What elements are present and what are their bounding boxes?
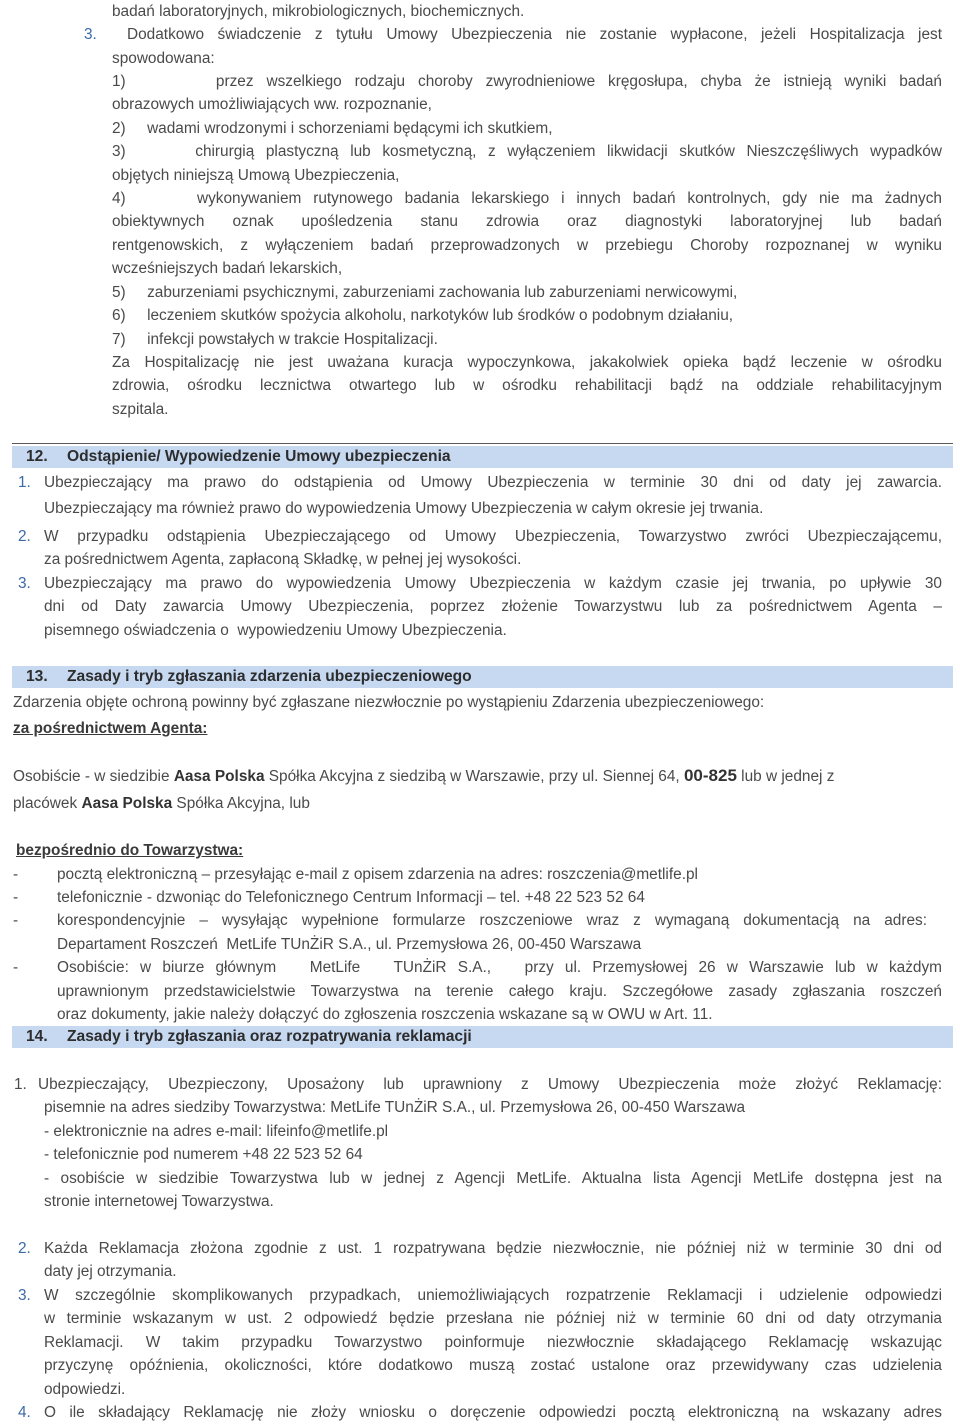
- text-line: oraz dokumenty, jakie należy dołączyć do zgłoszenia roszczenia wskazane są w OWU w Art. 11.: [57, 1006, 713, 1023]
- text-line: - osobiście w siedzibie Towarzystwa lub w jednej z Agencji MetLife. Aktualna lista Agencji MetLife dostępna jest na: [44, 1170, 942, 1187]
- postal-code: 00-825: [683, 766, 737, 785]
- text-line: Dodatkowo świadczenie z tytułu Umowy Ubezpieczenia nie zostanie wypłacone, jeżeli Hospitalizacja jest: [127, 26, 942, 43]
- text-line: Ubezpieczający, Ubezpieczony, Uposażony lub uprawniony z Umowy Ubezpieczenia może złożyć Reklamację:: [38, 1076, 942, 1093]
- list-item: 7) infekcji powstałych w trakcie Hospitalizacji.: [112, 331, 438, 348]
- bullet-dash: -: [13, 866, 19, 883]
- text-line: Zdarzenia objęte ochroną powinny być zgłaszane niezwłocznie po wystąpieniu Zdarzenia ubezpieczeniowego:: [13, 694, 765, 711]
- list-number: 3.: [84, 26, 97, 43]
- section-number: 13.: [26, 668, 48, 685]
- section-header-12: [12, 446, 953, 468]
- text-line: Ubezpieczający ma prawo do wypowiedzenia Umowy Ubezpieczenia w każdym czasie jej trwania, po upływie 30: [44, 575, 942, 592]
- list-item: telefonicznie - dzwoniąc do Telefonicznego Centrum Informacji – tel. +48 22 523 52 64: [57, 889, 645, 906]
- list-item: 5) zaburzeniami psychicznymi, zaburzeniami zachowania lub zaburzeniami nerwicowymi,: [112, 284, 738, 301]
- list-item: 6) leczeniem skutków spożycia alkoholu, narkotyków lub środków o podobnym działaniu,: [112, 307, 734, 324]
- section-header-13: [12, 666, 953, 688]
- text-line: W szczególnie skomplikowanych przypadkach, uniemożliwiających rozpatrzenie Reklamacji i udzielenie odpowiedzi: [44, 1287, 942, 1304]
- list-number: 4.: [18, 1404, 31, 1421]
- list-item: pocztą elektroniczną – przesyłając e-mail z opisem zdarzenia na adres: roszczenia@metlife.pl: [57, 866, 698, 883]
- list-item: 2) wadami wrodzonymi i schorzeniami będącymi ich skutkiem,: [112, 120, 553, 137]
- text-line: uprawnionym przedstawicielstwie Towarzystwa na terenie całego kraju. Szczegółowe zasady zgłaszania roszczeń: [57, 983, 942, 1000]
- section-header-14: [12, 1026, 953, 1048]
- text-span: Osobiście - w siedzibie: [13, 768, 174, 785]
- subheading-direct: bezpośrednio do Towarzystwa:: [16, 842, 244, 859]
- text-line: W przypadku odstąpienia Ubezpieczającego od Umowy Ubezpieczenia, Towarzystwo zwróci Ubezpieczającemu,: [44, 528, 942, 545]
- text-line: - elektronicznie na adres e-mail: lifeinfo@metlife.pl: [44, 1123, 389, 1140]
- text-line: odpowiedzi.: [44, 1381, 126, 1398]
- text-line: spowodowana:: [112, 50, 215, 67]
- section-title: Odstąpienie/ Wypowiedzenie Umowy ubezpieczenia: [67, 448, 451, 465]
- company-name: Aasa Polska: [81, 795, 173, 812]
- list-number: 3.: [18, 575, 31, 592]
- text-line: daty jej otrzymania.: [44, 1263, 177, 1280]
- list-number: 3.: [18, 1287, 31, 1304]
- text-line: za pośrednictwem Agenta, zapłaconą Składkę, w pełnej jej wysokości.: [44, 551, 522, 568]
- list-item: korespondencyjnie – wysyłając wypełnione formularze roszczeniowe wraz z wymaganą dokumentacją na adres:: [57, 912, 927, 929]
- text-line: pisemnie na adres siedziby Towarzystwa: MetLife TUnŻiR S.A., ul. Przemysłowa 26, 00-450 Warszawa: [44, 1099, 746, 1116]
- text-line: Departament Roszczeń MetLife TUnŻiR S.A., ul. Przemysłowa 26, 00-450 Warszawa: [57, 936, 642, 953]
- list-item: Osobiście: w biurze głównym MetLife TUnŻiR S.A., przy ul. Przemysłowej 26 w Warszawie lub w każdym: [57, 959, 942, 976]
- list-item: 3) chirurgią plastyczną lub kosmetyczną, z wyłączeniem likwidacji skutków Nieszczęśliwych wypadków: [112, 143, 942, 160]
- text-line: wcześniejszych badań lekarskich,: [112, 260, 343, 277]
- section-number: 14.: [26, 1028, 48, 1045]
- text-line: Ubezpieczający ma prawo do odstąpienia od Umowy Ubezpieczenia w terminie 30 dni od daty jej zawarcia.: [44, 474, 942, 491]
- text-span: Spółka Akcyjna z siedzibą w Warszawie, przy ul. Siennej 64,: [264, 768, 684, 785]
- text-line: [13, 792, 310, 815]
- text-line: w terminie wskazanym w ust. 2 odpowiedź będzie przesłana nie później niż w terminie 60 dni od daty otrzymania: [44, 1310, 942, 1327]
- text-line: [13, 764, 834, 788]
- text-line: - telefonicznie pod numerem +48 22 523 52 64: [44, 1146, 363, 1163]
- text-line: dni od Daty zawarcia Umowy Ubezpieczenia, poprzez złożenie Towarzystwu lub za pośrednictwem Agenta –: [44, 598, 942, 615]
- list-number: 2.: [18, 528, 31, 545]
- section-number: 12.: [26, 448, 48, 465]
- list-number: 2.: [18, 1240, 31, 1257]
- list-item: 4) wykonywaniem rutynowego badania lekarskiego i innych badań kontrolnych, gdy nie ma żadnych: [112, 190, 942, 207]
- list-number: 1.: [14, 1076, 27, 1093]
- text-line: Za Hospitalizację nie jest uważana kuracja wypoczynkowa, jakakolwiek opieka bądź leczenie w ośrodku: [112, 354, 942, 371]
- section-title: Zasady i tryb zgłaszania zdarzenia ubezpieczeniowego: [67, 668, 472, 685]
- text-span: Spółka Akcyjna, lub: [172, 795, 310, 812]
- list-item: 1) przez wszelkiego rodzaju choroby zwyrodnieniowe kręgosłupa, chyba że istnieją wyniki badań: [112, 73, 942, 90]
- text-line: objętych niniejszą Umową Ubezpieczenia,: [112, 167, 400, 184]
- text-line: Reklamacji. W takim przypadku Towarzystwo poinformuje niezwłocznie składającego Reklamację wskazując: [44, 1334, 942, 1351]
- text-line: Każda Reklamacja złożona zgodnie z ust. 1 rozpatrywana będzie niezwłocznie, nie później niż w terminie 30 dni od: [44, 1240, 942, 1257]
- subheading-agent: za pośrednictwem Agenta:: [13, 720, 208, 737]
- text-line: stronie internetowej Towarzystwa.: [44, 1193, 274, 1210]
- text-line: przyczynę opóźnienia, okoliczności, które dodatkowo muszą zostać ustalone oraz przewidywany czas udzielenia: [44, 1357, 942, 1374]
- bullet-dash: -: [13, 959, 19, 976]
- company-name: Aasa Polska: [173, 768, 265, 785]
- bullet-dash: -: [13, 912, 19, 929]
- text-line: zdrowia, ośrodku lecznictwa otwartego lub w ośrodku rehabilitacji bądź na oddziale rehabilitacyjnym: [112, 377, 942, 394]
- text-line: O ile składający Reklamację nie złoży wniosku o doręczenie odpowiedzi pocztą elektroniczną na wskazany adres: [44, 1404, 942, 1421]
- text-span: lub w jednej z: [736, 768, 835, 785]
- text-line: badań laboratoryjnych, mikrobiologicznych, biochemicznych.: [112, 3, 525, 20]
- section-title: Zasady i tryb zgłaszania oraz rozpatrywania reklamacji: [67, 1028, 472, 1045]
- text-line: pisemnego oświadczenia o wypowiedzeniu Umowy Ubezpieczenia.: [44, 622, 507, 639]
- text-line: rentgenowskich, z wyłączeniem badań przeprowadzonych w przebiegu Choroby rozpoznanej w wyniku: [112, 237, 942, 254]
- text-span: placówek: [13, 795, 82, 812]
- text-line: obrazowych umożliwiających ww. rozpoznanie,: [112, 96, 432, 113]
- text-line: obiektywnych oznak upośledzenia stanu zdrowia oraz diagnostyki laboratoryjnej lub badań: [112, 213, 942, 230]
- bullet-dash: -: [13, 889, 19, 906]
- text-line: szpitala.: [112, 401, 169, 418]
- text-line: Ubezpieczający ma również prawo do wypowiedzenia Umowy Ubezpieczenia w całym okresie jej trwania.: [44, 500, 764, 517]
- list-number: 1.: [18, 474, 31, 491]
- section-divider: [12, 443, 953, 444]
